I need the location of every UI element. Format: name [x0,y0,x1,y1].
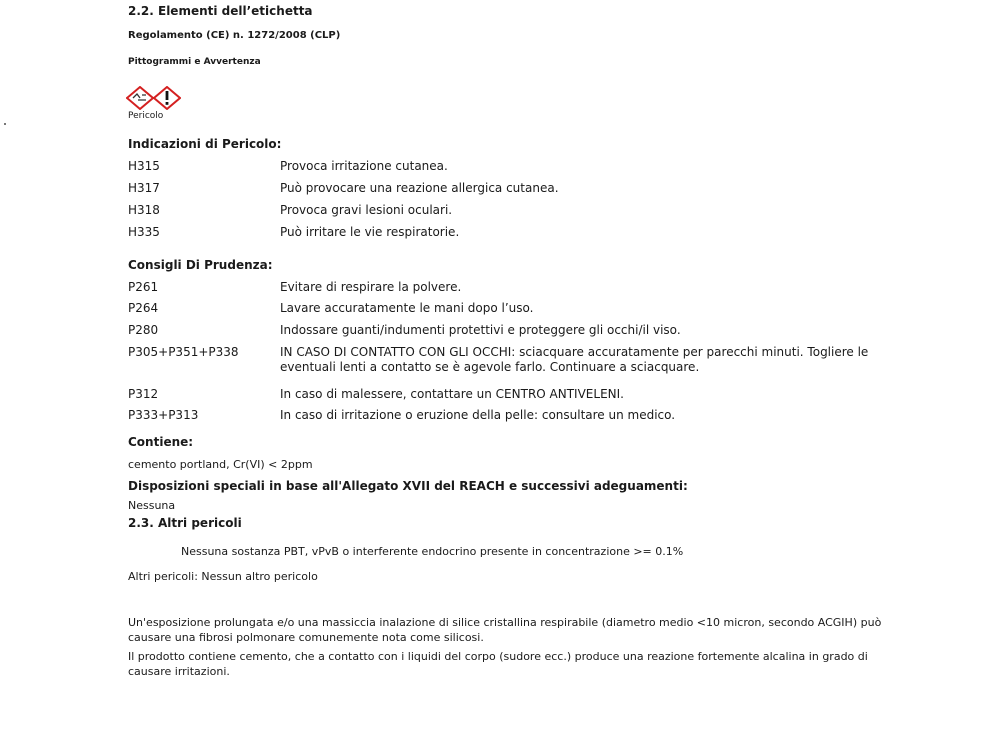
hazard-code: H318 [128,203,160,217]
precaution-text: Indossare guanti/indumenti protettivi e proteggere gli occhi/il viso. [280,323,681,337]
pictograms-heading: Pittogrammi e Avvertenza [128,57,261,67]
section-title-2-2: 2.2. Elementi dell’etichetta [128,4,313,18]
precaution-text: In caso di irritazione o eruzione della pelle: consultare un medico. [280,408,676,422]
section-title-2-3: 2.3. Altri pericoli [128,516,242,530]
hazard-text: Può provocare una reazione allergica cutanea. [280,181,559,195]
stray-mark [4,123,6,125]
pbt-text: Nessuna sostanza PBT, vPvB o interferente endocrino presente in concentrazione >= 0.1% [181,545,684,558]
hazard-code: H335 [128,225,160,239]
exclamation-icon [153,86,181,110]
other-hazards-text: Altri pericoli: Nessun altro pericolo [128,570,318,583]
reach-heading: Disposizioni speciali in base all'Allegato XVII del REACH e successivi adeguamenti: [128,479,688,493]
precaution-text-line1: IN CASO DI CONTATTO CON GLI OCCHI: sciacquare accuratamente per parecchi minuti. Togliere le [280,345,869,359]
silica-paragraph-line1: Un'esposizione prolungata e/o una massiccia inalazione di silice cristallina respirabile (diametro medio <10 micron, secondo ACGIH) può [128,616,882,629]
signal-word: Pericolo [128,111,164,121]
precaution-code: P280 [128,323,159,337]
precaution-code: P305+P351+P338 [128,345,239,359]
precaution-code: P312 [128,387,159,401]
precaution-text: Lavare accuratamente le mani dopo l’uso. [280,301,534,315]
silica-paragraph-line2: causare una fibrosi polmonare comunemente nota come silicosi. [128,631,484,644]
hazard-code: H317 [128,181,160,195]
hazard-text: Può irritare le vie respiratorie. [280,225,460,239]
precaution-text-line2: eventuali lenti a contatto se è agevole farlo. Continuare a sciacquare. [280,360,700,374]
cement-paragraph-line1: Il prodotto contiene cemento, che a contatto con i liquidi del corpo (sudore ecc.) produce una reazione fortemente alcalina in grado di [128,650,868,663]
hazard-heading: Indicazioni di Pericolo: [128,137,282,151]
hazard-text: Provoca irritazione cutanea. [280,159,448,173]
precaution-code: P264 [128,301,159,315]
hazard-text: Provoca gravi lesioni oculari. [280,203,453,217]
regulation-label: Regolamento (CE) n. 1272/2008 (CLP) [128,30,341,41]
reach-text: Nessuna [128,499,176,512]
precaution-code: P333+P313 [128,408,199,422]
contains-text: cemento portland, Cr(VI) < 2ppm [128,458,313,471]
precaution-code: P261 [128,280,159,294]
contains-heading: Contiene: [128,435,194,449]
cement-paragraph-line2: causare irritazioni. [128,665,230,678]
precaution-text: Evitare di respirare la polvere. [280,280,462,294]
precaution-text: In caso di malessere, contattare un CENTRO ANTIVELENI. [280,387,624,401]
hazard-code: H315 [128,159,160,173]
precaution-heading: Consigli Di Prudenza: [128,258,273,272]
corrosion-icon [126,86,154,110]
